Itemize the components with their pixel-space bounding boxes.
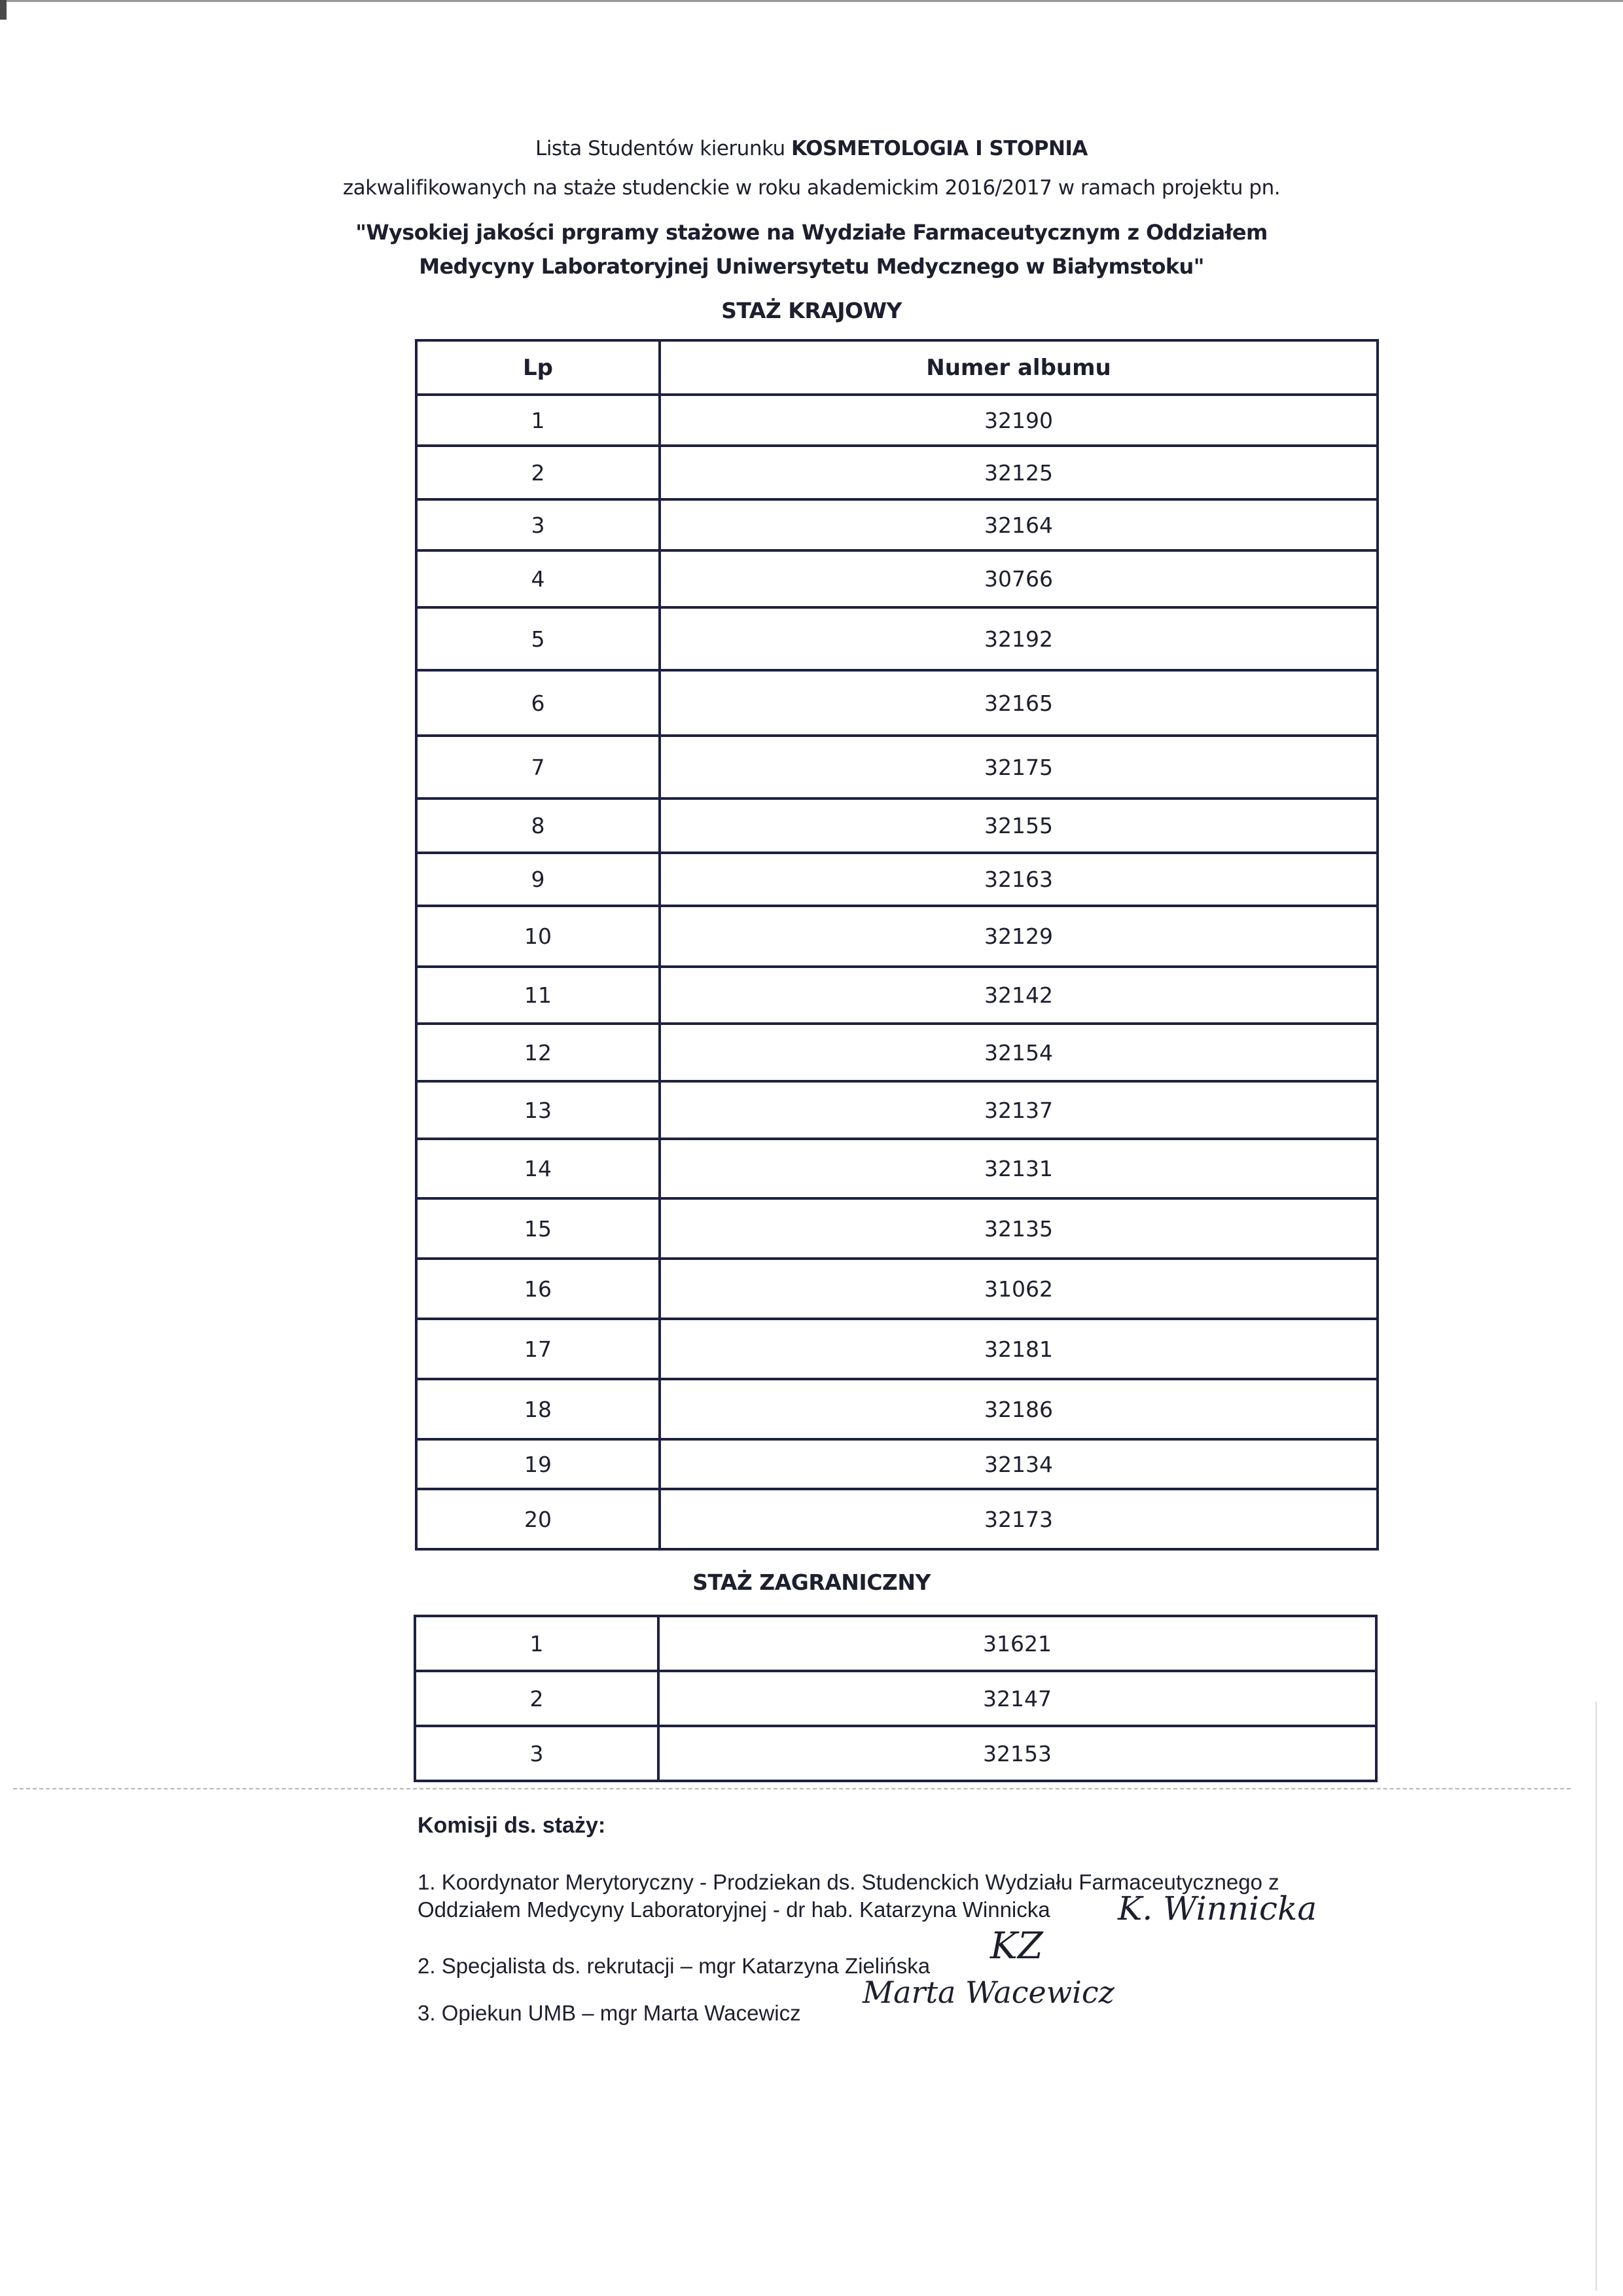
header-line-2: zakwalifikowanych na staże studenckie w roku akademickim 2016/2017 w ramach projektu pn.: [342, 176, 1281, 200]
table-row: [416, 1024, 1378, 1081]
signature-wacewicz: Marta Wacewicz: [863, 1975, 1115, 2010]
album-cell: 32125: [660, 446, 1378, 499]
table-row: [416, 1081, 1378, 1139]
document-header: [0, 134, 1623, 282]
album-cell: 32137: [660, 1081, 1378, 1139]
table-row: [416, 1198, 1378, 1259]
table-row: [416, 670, 1378, 736]
member-1-line-1: 1. Koordynator Merytoryczny - Prodziekan ds. Studenckich Wydziału Farmaceutycznego z: [418, 1870, 1279, 1894]
project-title-line-2: Medycyny Laboratoryjnej Uniwersytetu Medycznego w Białymstoku": [419, 254, 1204, 279]
table-row: [416, 1439, 1378, 1489]
album-cell: 32186: [660, 1379, 1378, 1439]
album-cell: 32192: [660, 607, 1378, 670]
scan-artifact-line: [13, 1788, 1571, 1789]
table-row: [416, 906, 1378, 967]
lp-cell: 1: [415, 1616, 658, 1671]
table-row: [416, 1489, 1378, 1549]
lp-cell: 6: [416, 670, 660, 736]
lp-cell: 12: [416, 1024, 660, 1081]
album-cell: 32155: [660, 798, 1378, 853]
album-cell: 32135: [660, 1198, 1378, 1259]
album-cell: 32147: [658, 1671, 1376, 1726]
table-row: [415, 1671, 1376, 1726]
album-cell: 32181: [660, 1319, 1378, 1379]
album-cell: 30766: [660, 550, 1378, 607]
album-cell: 32153: [658, 1726, 1376, 1781]
lp-cell: 5: [416, 607, 660, 670]
committee-member-3: [418, 1975, 1399, 2027]
header-line-1: Lista Studentów kierunku KOSMETOLOGIA I STOPNIA: [535, 137, 1088, 160]
lp-cell: 2: [415, 1671, 658, 1726]
album-cell: 32131: [660, 1139, 1378, 1198]
lp-cell: 14: [416, 1139, 660, 1198]
table-row: [416, 853, 1378, 906]
scan-edge-mark: [0, 0, 7, 20]
member-3-line: 3. Opiekun UMB – mgr Marta Wacewicz: [418, 2001, 801, 2025]
table-row: [416, 607, 1378, 670]
foreign-internship-table: [414, 1615, 1378, 1782]
table-row: [416, 395, 1378, 446]
lp-cell: 11: [416, 967, 660, 1024]
column-header-lp: Lp: [416, 340, 660, 395]
album-cell: 32163: [660, 853, 1378, 906]
section-title-domestic: STAŻ KRAJOWY: [721, 298, 902, 323]
scan-edge-top: [0, 0, 1623, 2]
table-header-row: [416, 340, 1378, 395]
lp-cell: 16: [416, 1259, 660, 1319]
lp-cell: 3: [415, 1726, 658, 1781]
album-cell: 32142: [660, 967, 1378, 1024]
album-cell: 32129: [660, 906, 1378, 967]
committee-member-1: [418, 1869, 1399, 1928]
table-row: [416, 1139, 1378, 1198]
table-row: [416, 967, 1378, 1024]
album-cell: 32165: [660, 670, 1378, 736]
lp-cell: 7: [416, 736, 660, 798]
scan-artifact-edge: [1596, 1702, 1597, 2291]
table-row: [415, 1726, 1376, 1781]
project-title-line-1: "Wysokiej jakości prgramy stażowe na Wydziałe Farmaceutycznym z Oddziałem: [355, 220, 1268, 245]
lp-cell: 13: [416, 1081, 660, 1139]
table-row: [416, 736, 1378, 798]
table-row: [416, 550, 1378, 607]
album-cell: 32134: [660, 1439, 1378, 1489]
album-cell: 32164: [660, 499, 1378, 550]
program-name: KOSMETOLOGIA I STOPNIA: [791, 137, 1088, 160]
committee-title: Komisji ds. staży:: [418, 1813, 606, 1838]
lp-cell: 8: [416, 798, 660, 853]
column-header-album: Numer albumu: [660, 340, 1378, 395]
lp-cell: 18: [416, 1379, 660, 1439]
album-cell: 31062: [660, 1259, 1378, 1319]
table-row: [416, 1319, 1378, 1379]
table-row: [415, 1616, 1376, 1671]
member-1-line-2: Oddziałem Medycyny Laboratoryjnej - dr hab. Katarzyna Winnicka: [418, 1897, 1050, 1922]
lp-cell: 10: [416, 906, 660, 967]
lp-cell: 3: [416, 499, 660, 550]
signature-zielinska: KZ: [990, 1925, 1043, 1967]
domestic-internship-table: [415, 339, 1379, 1551]
lp-cell: 9: [416, 853, 660, 906]
committee-section: [418, 1813, 1399, 2047]
signature-winnicka: K. Winnicka: [1118, 1890, 1317, 1928]
lp-cell: 2: [416, 446, 660, 499]
lp-cell: 17: [416, 1319, 660, 1379]
lp-cell: 19: [416, 1439, 660, 1489]
album-cell: 32190: [660, 395, 1378, 446]
lp-cell: 20: [416, 1489, 660, 1549]
table-row: [416, 499, 1378, 550]
album-cell: 32154: [660, 1024, 1378, 1081]
album-cell: 32175: [660, 736, 1378, 798]
member-2-line: 2. Specjalista ds. rekrutacji – mgr Katarzyna Zielińska: [418, 1954, 931, 1978]
table-row: [416, 1259, 1378, 1319]
album-cell: 32173: [660, 1489, 1378, 1549]
section-title-foreign: STAŻ ZAGRANICZNY: [692, 1570, 931, 1595]
table-row: [416, 446, 1378, 499]
table-row: [416, 1379, 1378, 1439]
lp-cell: 15: [416, 1198, 660, 1259]
table-row: [416, 798, 1378, 853]
album-cell: 31621: [658, 1616, 1376, 1671]
lp-cell: 1: [416, 395, 660, 446]
lp-cell: 4: [416, 550, 660, 607]
